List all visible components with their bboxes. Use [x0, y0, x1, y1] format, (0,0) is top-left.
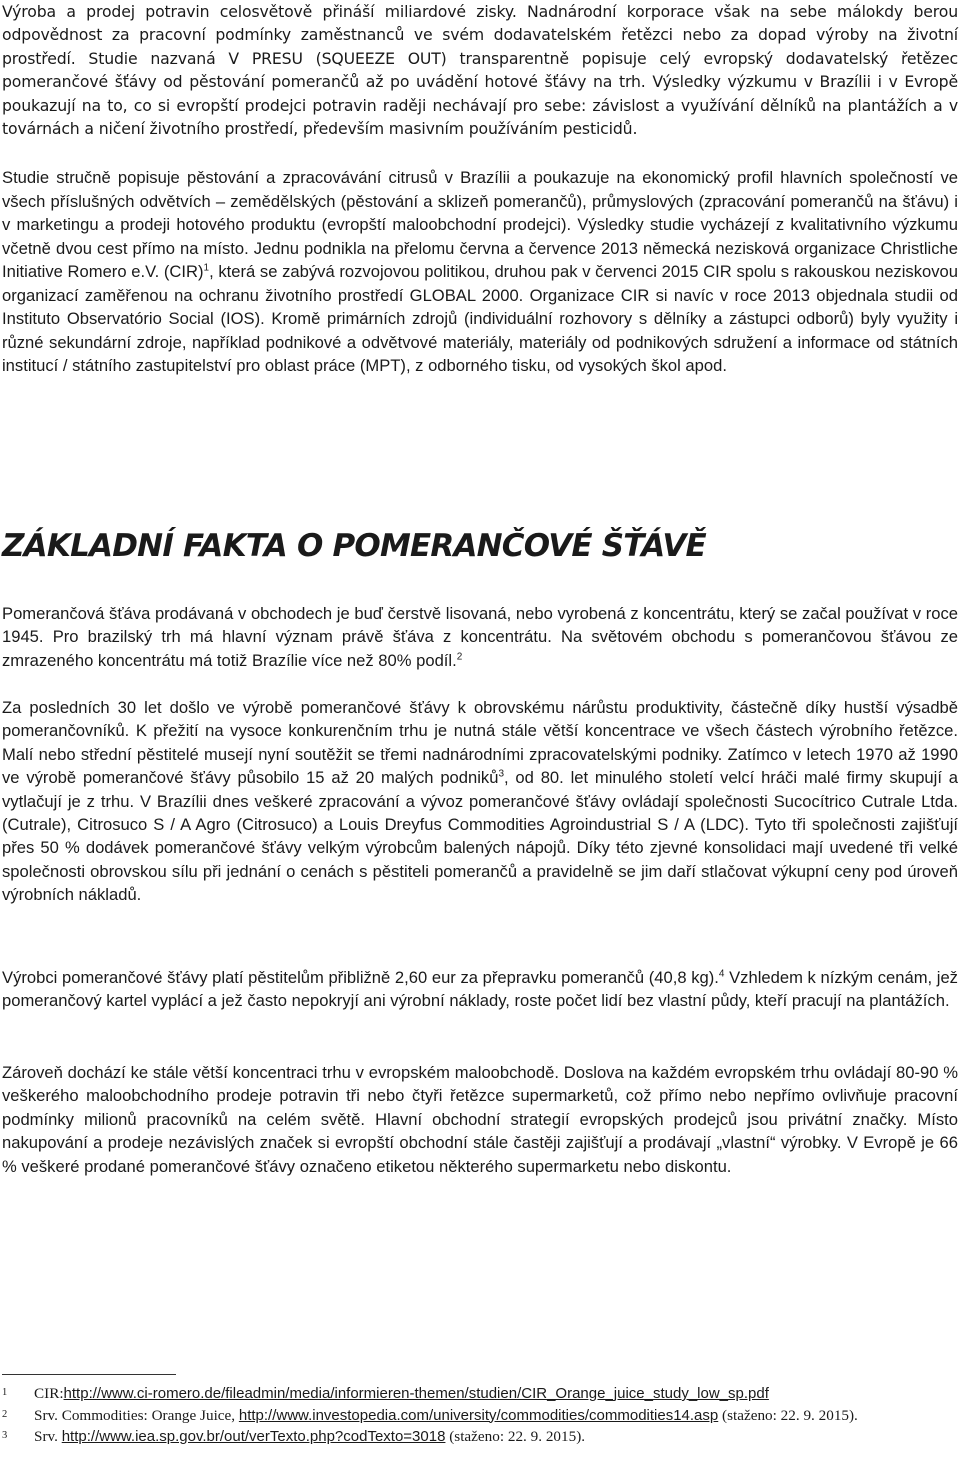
- footnote-ref-2[interactable]: 2: [456, 651, 463, 663]
- footnotes-section: [2, 1383, 958, 1448]
- footnote-ref-3[interactable]: 3: [498, 768, 505, 780]
- study-paragraph: [2, 166, 958, 378]
- footnote-number: 1: [2, 1387, 8, 1398]
- footnote-suffix: (staženo: 22. 9. 2015).: [445, 1428, 586, 1445]
- footnote-number: 2: [2, 1408, 8, 1420]
- facts-paragraph-1: [2, 602, 958, 672]
- facts-paragraph-4: Zároveň dochází ke stále větší koncentraci trhu v evropském maloobchodě. Doslova na každém evropském trhu ovládají 80-90 % veškerého maloobchodního prodeje potravin tři nebo čtyři řetězce supermarketů, což přímo nebo nepřímo ovlivňuje pracovní podmínky milionů pracovníků na celém světě. Hlavní obchodní strategií evropských prodejců jsou privátní značky. Místo nakupování a prodeje nezávislých značek si evropští obchodní stále častěji zajišťují a prodávají „vlastní“ výrobky. V Evropě je 66 % veškeré prodané pomerančové šťávy označeno etiketou některého supermarketu nebo diskontu.: [2, 1063, 958, 1176]
- footnote-body: [34, 1383, 958, 1405]
- footnote-prefix: CIR:: [34, 1385, 64, 1402]
- footnote-link[interactable]: http://www.iea.sp.gov.br/out/verTexto.php?codTexto=3018: [61, 1428, 446, 1445]
- footnote-link[interactable]: http://www.ci-romero.de/fileadmin/media/informieren-themen/studien/CIR_Orange_juice_study_low_sp.pdf: [63, 1385, 769, 1402]
- facts-paragraph-2: [2, 696, 958, 907]
- footnote-divider: [2, 1374, 176, 1375]
- footnote-suffix: (staženo: 22. 9. 2015).: [718, 1406, 858, 1424]
- section-heading: ZÁKLADNÍ FAKTA O POMERANČOVÉ ŠŤÁVĚ: [2, 528, 706, 564]
- facts-p1-text: Pomerančová šťáva prodávaná v obchodech je buď čerstvě lisovaná, nebo vyrobená z koncentrátu, který se začal používat v roce 1945. Pro brazilský trh má hlavní význam právě šťáva z koncentrátu. Na světovém obchodu s pomerančovou šťávou ze zmrazeného koncentrátu má totiž Brazílie více než 80% podíl.: [2, 604, 958, 670]
- facts-paragraph-3: [2, 966, 958, 1013]
- footnote-link[interactable]: http://www.investopedia.com/university/commodities/commodities14.asp: [238, 1406, 719, 1424]
- facts-p3-text-part2: Vzhledem k nízkým cenám, jež pomerančový kartel vyplácí a jež často nepokryjí ani výrobní náklady, roste počet lidí bez vlastní půdy, kteří pracují na plantážích.: [2, 968, 958, 1011]
- footnote-2: [2, 1405, 958, 1427]
- footnote-prefix: Srv. Commodities: Orange Juice,: [34, 1406, 239, 1424]
- footnote-prefix: Srv.: [34, 1428, 62, 1445]
- facts-p3-text-part1: Výrobci pomerančové šťávy platí pěstitelům přibližně 2,60 eur za přepravku pomerančů (40,8 kg).: [2, 968, 719, 987]
- intro-paragraph: Výroba a prodej potravin celosvětově přináší miliardové zisky. Nadnárodní korporace však na sebe málokdy berou odpovědnost za pracovní podmínky zaměstnanců ve svém dodavatelském řetězci nebo za dopad výroby na životní prostředí. Studie nazvaná V PRESU (SQUEEZE OUT) transparentně popisuje celý evropský dodavatelský řetězec pomerančové šťávy od pěstování pomerančů až po uvádění hotové šťávy na trh. Výsledky výzkumu v Brazílii i v Evropě poukazují na to, co si evropští prodejci potravin raději nechávají pro sebe: závislost a využívání dělníků na plantážích a v továrnách a ničení životního prostředí, především masivním používáním pesticidů.: [2, 2, 958, 139]
- footnote-ref-4[interactable]: 4: [718, 968, 725, 980]
- footnote-ref-1[interactable]: 1: [203, 262, 210, 274]
- facts-p2-text-part2: , od 80. let minulého století velcí hráči malé firmy skupují a vytlačují je z trhu. V Brazílii dnes veškeré zpracování a vývoz pomerančové šťávy ovládají společnosti Sucocítrico Cutrale Ltda. (Cutrale), Citrosuco S / A Agro (Citrosuco) a Louis Dreyfus Commodities Agroindustrial S / A (LDC). Tyto tři společnosti zajišťují přes 50 % dodávek pomerančové šťávy velkým výrobcům balených nápojů. Díky této zjevné konsolidaci mají uvedené tři velké společnosti obrovskou sílu při jednání o cenách s pěstiteli pomerančů a pravidelně se jim daří stlačovat výkupní ceny pod úroveň výrobních nákladů.: [2, 768, 958, 905]
- footnote-3: [2, 1426, 958, 1448]
- facts-p2-text-part1: Za posledních 30 let došlo ve výrobě pomerančové šťávy k obrovskému nárůstu produktivity, částečně díky hustší výsadbě pomerančovníků. K přežití na vysoce konkurenčním trhu je nutná stále větší koncentrace ve všech částech výrobního řetězce. Malí nebo střední pěstitelé musejí nyní soutěžit se třemi nadnárodními zpracovatelskými podniky. Zatímco v letech 1970 až 1990 ve výrobě pomerančové šťávy působilo 15 až 20 malých podniků: [2, 698, 958, 788]
- footnote-number: 3: [2, 1430, 8, 1441]
- study-text-part2: , která se zabývá rozvojovou politikou, druhou pak v červenci 2015 CIR spolu s rakouskou neziskovou organizací zaměřenou na ochranu životního prostředí GLOBAL 2000. Organizace CIR si navíc v roce 2013 objednala studii od Instituto Observatório Social (IOS). Kromě primárních zdrojů (individuální rozhovory s dělníky a zástupci odborů) byly využity i různé sekundární zdroje, například podnikové a odvětvové materiály, materiály od podnikových sdružení a informace od státních institucí / státního zastupitelství pro oblast práce (MPT), z odborného tisku, od vysokých škol apod.: [2, 262, 958, 375]
- footnote-body: [34, 1426, 958, 1448]
- footnote-body: [34, 1405, 958, 1427]
- study-text-part1: Studie stručně popisuje pěstování a zpracovávání citrusů v Brazílii a poukazuje na ekonomický profil hlavních společností ve všech příslušných odvětvích – zemědělských (pěstování a sklizeň pomerančů), průmyslových (zpracování pomerančů na šťávu) i v marketingu a prodeji hotového produktu (evropští maloobchodní prodejci). Výsledky studie vycházejí z kvalitativního výzkumu včetně dvou cest přímo na místo. Jednu podnikla na přelomu června a července 2013 německá nezisková organizace Christliche Initiative Romero e.V. (CIR): [2, 168, 958, 281]
- footnote-1: [2, 1383, 958, 1405]
